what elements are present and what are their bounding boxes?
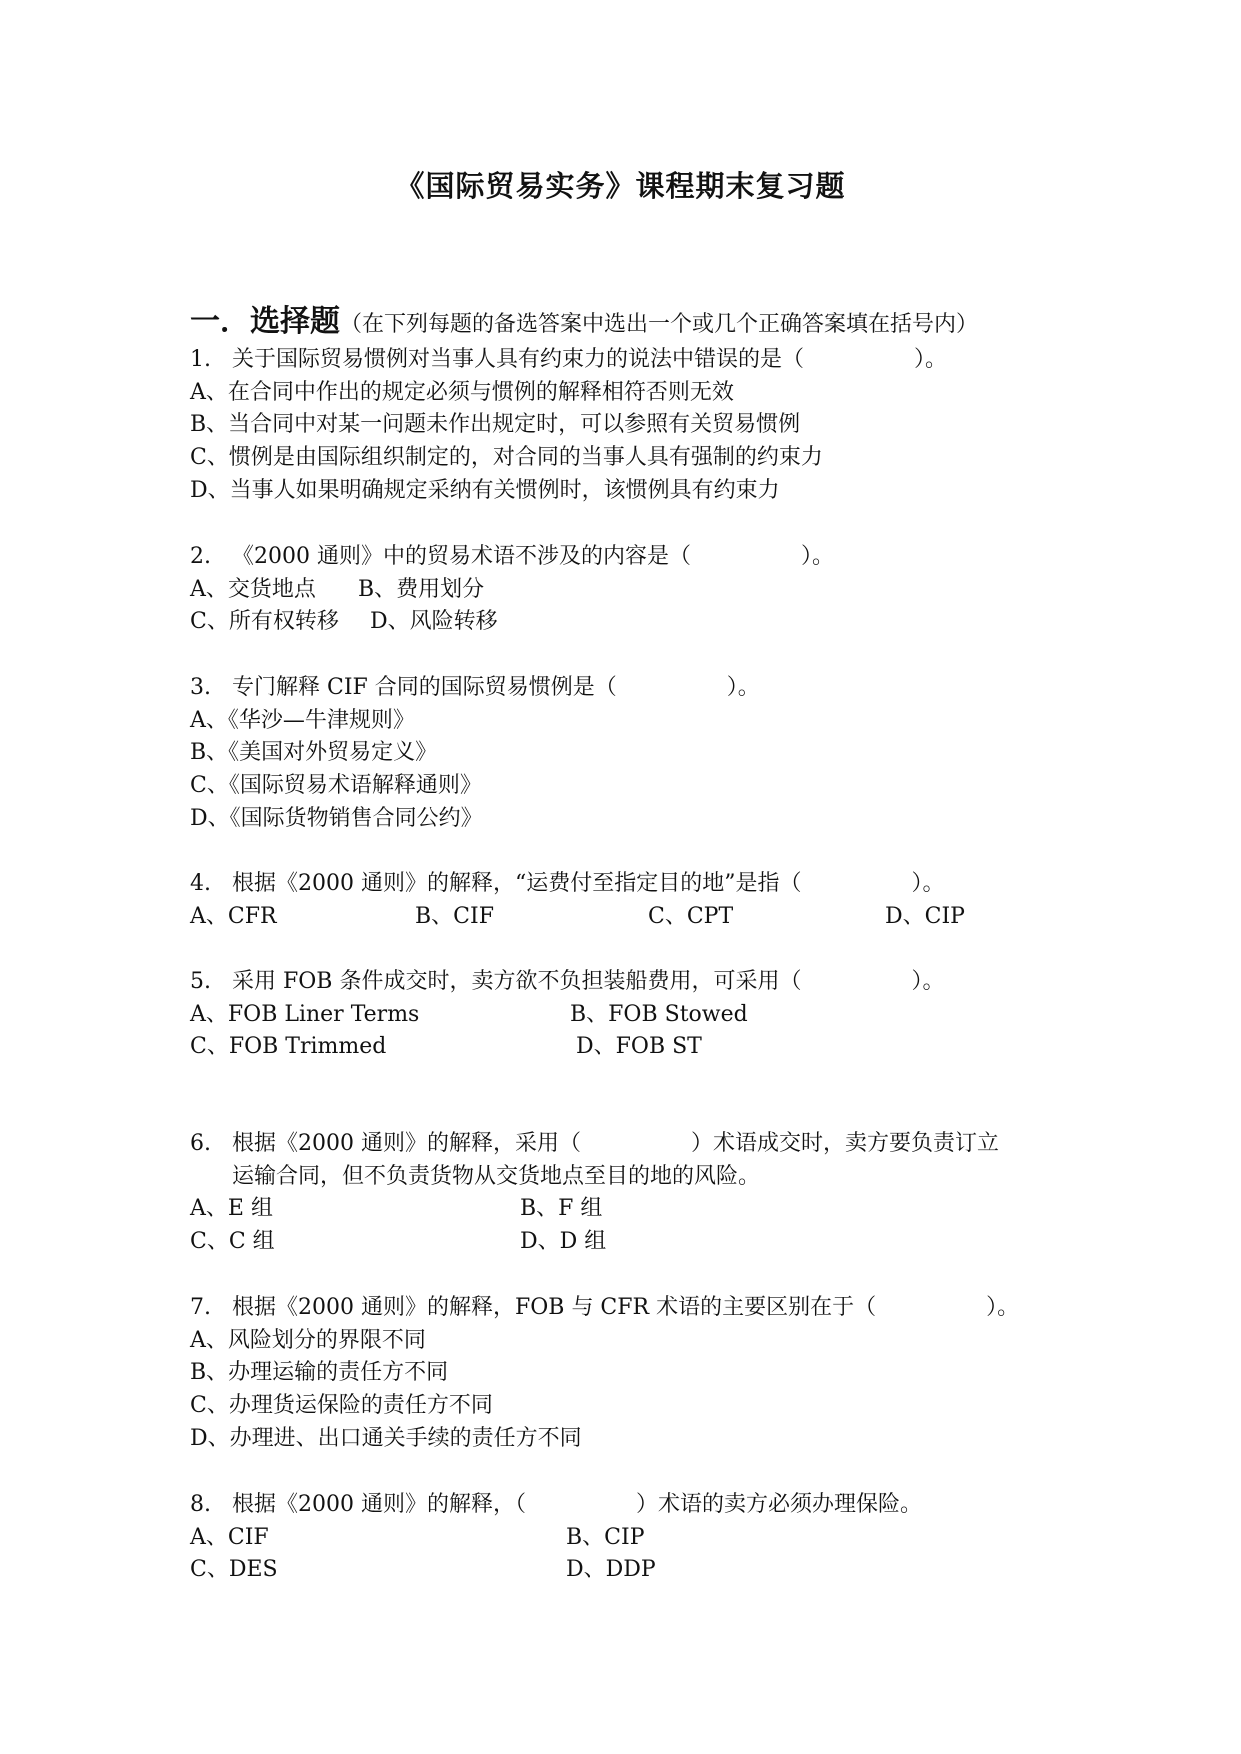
question-number: 6. xyxy=(190,1131,211,1156)
page-title: 《国际贸易实务》课程期末复习题 xyxy=(395,169,846,203)
option-d: D、CIP xyxy=(885,903,965,929)
option-b: B、FOB Stowed xyxy=(570,1001,748,1027)
option-b: B、《美国对外贸易定义》 xyxy=(190,740,438,766)
question-text: 采用 FOB 条件成交时，卖方欲不负担装船费用，可采用（ ）。 xyxy=(232,969,945,994)
question-text: 根据《2000 通则》的解释，FOB 与 CFR 术语的主要区别在于（ ）。 xyxy=(232,1295,1020,1320)
option-d: D、DDP xyxy=(566,1557,656,1583)
section-label: 一．选择题 xyxy=(190,304,340,339)
question-5 xyxy=(190,966,1090,1064)
question-6 xyxy=(190,1128,1090,1259)
option-a: A、CFR xyxy=(190,903,277,929)
question-number: 8. xyxy=(190,1492,211,1517)
question-number: 5. xyxy=(190,969,211,994)
question-text: 根据《2000 通则》的解释，（ ）术语的卖方必须办理保险。 xyxy=(232,1492,922,1517)
option-c: C、办理货运保险的责任方不同 xyxy=(190,1393,493,1419)
option-d: D、《国际货物销售合同公约》 xyxy=(190,805,483,831)
question-8 xyxy=(190,1489,1090,1587)
option-b: B、当合同中对某一问题未作出规定时，可以参照有关贸易惯例 xyxy=(190,412,801,438)
option-c: C、C 组 xyxy=(190,1229,275,1255)
question-number: 4. xyxy=(190,871,211,896)
option-c: C、所有权转移 xyxy=(190,609,339,635)
question-number: 1. xyxy=(190,347,211,372)
question-number: 7. xyxy=(190,1295,211,1320)
question-3 xyxy=(190,672,1090,835)
option-c: C、FOB Trimmed xyxy=(190,1034,387,1060)
question-4 xyxy=(190,868,1090,933)
option-a: A、《华沙—牛津规则》 xyxy=(190,707,415,733)
option-a: A、在合同中作出的规定必须与惯例的解释相符否则无效 xyxy=(190,379,734,405)
question-text: 专门解释 CIF 合同的国际贸易惯例是（ ）。 xyxy=(232,675,760,700)
section-heading xyxy=(190,296,1110,340)
question-number: 3. xyxy=(190,675,211,700)
option-c: C、DES xyxy=(190,1557,278,1583)
option-c: C、惯例是由国际组织制定的，对合同的当事人具有强制的约束力 xyxy=(190,445,823,471)
question-text: 根据《2000 通则》的解释，采用（ ）术语成交时，卖方要负责订立 xyxy=(232,1131,999,1156)
question-text-continued: 运输合同，但不负责货物从交货地点至目的地的风险。 xyxy=(232,1163,761,1189)
question-7 xyxy=(190,1292,1090,1455)
option-d: D、D 组 xyxy=(520,1229,607,1255)
option-a: A、交货地点 xyxy=(190,576,316,602)
question-text: 根据《2000 通则》的解释，“运费付至指定目的地”是指（ ）。 xyxy=(232,871,945,896)
option-c: C、《国际贸易术语解释通则》 xyxy=(190,773,482,799)
option-d: D、当事人如果明确规定采纳有关惯例时，该惯例具有约束力 xyxy=(190,477,780,503)
option-a: A、E 组 xyxy=(190,1196,273,1222)
option-b: B、CIF xyxy=(415,903,494,929)
question-1 xyxy=(190,344,1090,507)
option-b: B、CIP xyxy=(566,1524,645,1550)
option-a: A、CIF xyxy=(190,1524,269,1550)
option-b: B、F 组 xyxy=(520,1196,603,1222)
option-a: A、FOB Liner Terms xyxy=(190,1001,420,1027)
question-number: 2. xyxy=(190,544,211,569)
option-d: D、办理进、出口通关手续的责任方不同 xyxy=(190,1425,582,1451)
option-a: A、风险划分的界限不同 xyxy=(190,1327,426,1353)
question-text: 关于国际贸易惯例对当事人具有约束力的说法中错误的是（ ）。 xyxy=(232,347,948,372)
option-d: D、FOB ST xyxy=(576,1034,702,1060)
option-b: B、费用划分 xyxy=(358,576,485,602)
option-b: B、办理运输的责任方不同 xyxy=(190,1360,449,1386)
section-note: （在下列每题的备选答案中选出一个或几个正确答案填在括号内） xyxy=(340,312,979,337)
question-text: 《2000 通则》中的贸易术语不涉及的内容是（ ）。 xyxy=(232,544,834,569)
question-2 xyxy=(190,541,1090,639)
option-d: D、风险转移 xyxy=(370,609,498,635)
option-c: C、CPT xyxy=(648,903,734,929)
